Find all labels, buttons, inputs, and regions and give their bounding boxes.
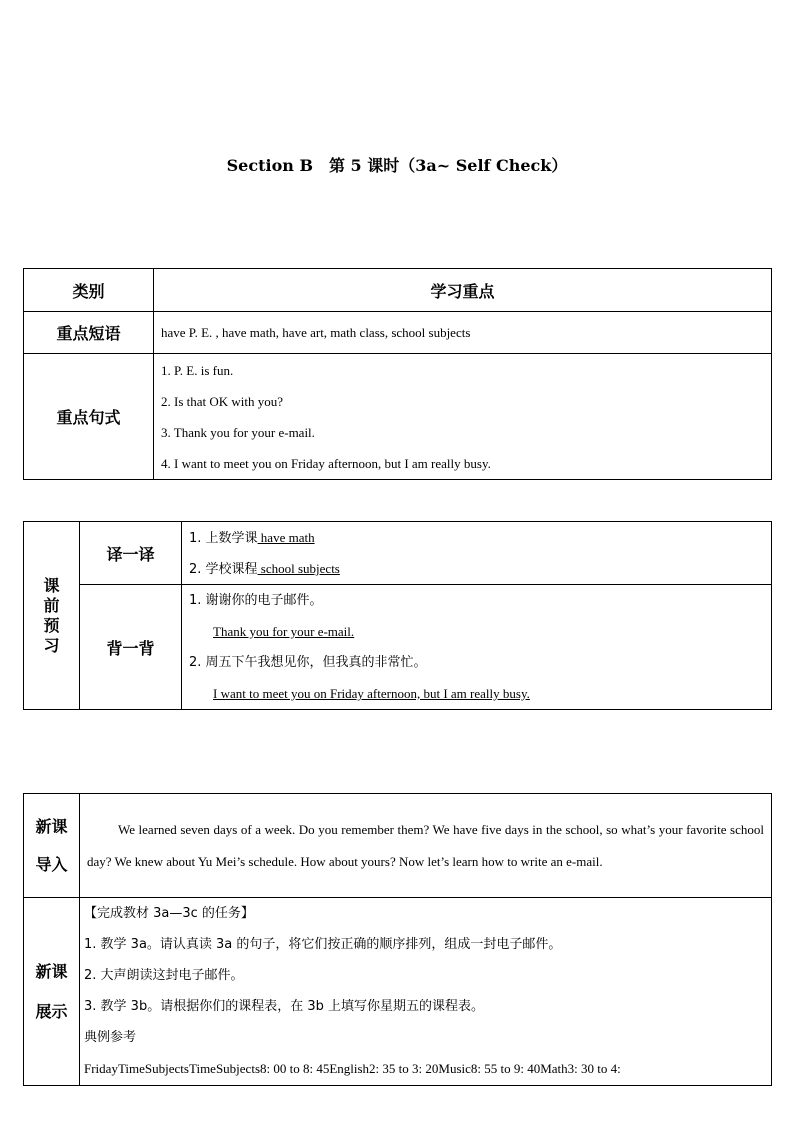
- show-label: 新课 展示: [24, 898, 80, 1086]
- task-item: 1. 教学 3a。请认真读 3a 的句子，将它们按正确的顺序排列，组成一封电子邮件。: [84, 937, 562, 952]
- preview-table: [23, 521, 772, 710]
- task-item: 3. 教学 3b。请根据你们的课程表，在 3b 上填写你星期五的课程表。: [84, 999, 484, 1014]
- recite-label: 背一背: [80, 585, 182, 710]
- sentence-item: 1. P. E. is fun.: [161, 362, 234, 378]
- intro-text: We learned seven days of a week. Do you remember them? We have five days in the school, so what’s your favorite school day? We knew about Yu Mei’s schedule. How about yours? Now let’s learn how to write an e-mail.: [87, 822, 764, 869]
- sentence-item: 4. I want to meet you on Friday afternoon, but I am really busy.: [161, 455, 491, 471]
- translate-item: 2. 学校课程 school subjects: [189, 561, 340, 577]
- translate-label: 译一译: [80, 522, 182, 585]
- sentence-item: 2. Is that OK with you?: [161, 393, 284, 409]
- example-heading: 典例参考: [84, 1030, 137, 1045]
- new-lesson-table: [23, 793, 772, 1086]
- category-header: 类别: [24, 269, 154, 312]
- preview-side-label: 课 前 预 习: [24, 522, 80, 710]
- translate-item: 1. 上数学课 have math: [189, 530, 315, 546]
- page-title: Section B 第 5 课时（3a~ Self Check）: [226, 156, 568, 175]
- recite-question: 2. 周五下午我想见你，但我真的非常忙。: [189, 655, 427, 670]
- task-heading: 【完成教材 3a—3c 的任务】: [84, 906, 254, 921]
- translate-answer: school subjects: [257, 561, 340, 576]
- key-points-table: [23, 268, 772, 480]
- recite-answer: I want to meet you on Friday afternoon, but I am really busy.: [213, 686, 530, 701]
- intro-label: 新课 导入: [24, 794, 80, 898]
- recite-question: 1. 谢谢你的电子邮件。: [189, 593, 323, 608]
- phrases-text: have P. E. , have math, have art, math class, school subjects: [161, 325, 471, 340]
- focus-header: 学习重点: [154, 269, 772, 312]
- phrases-label: 重点短语: [24, 312, 154, 354]
- task-item: 2. 大声朗读这封电子邮件。: [84, 968, 244, 983]
- sentence-item: 3. Thank you for your e-mail.: [161, 424, 315, 440]
- sentences-label: 重点句式: [24, 354, 154, 480]
- translate-answer: have math: [257, 530, 315, 545]
- recite-answer: Thank you for your e-mail.: [213, 624, 355, 639]
- example-text: FridayTimeSubjectsTimeSubjects8: 00 to 8: 45English2: 35 to 3: 20Music8: 55 to 9: 40Math3: 30 to 4:: [84, 1061, 621, 1076]
